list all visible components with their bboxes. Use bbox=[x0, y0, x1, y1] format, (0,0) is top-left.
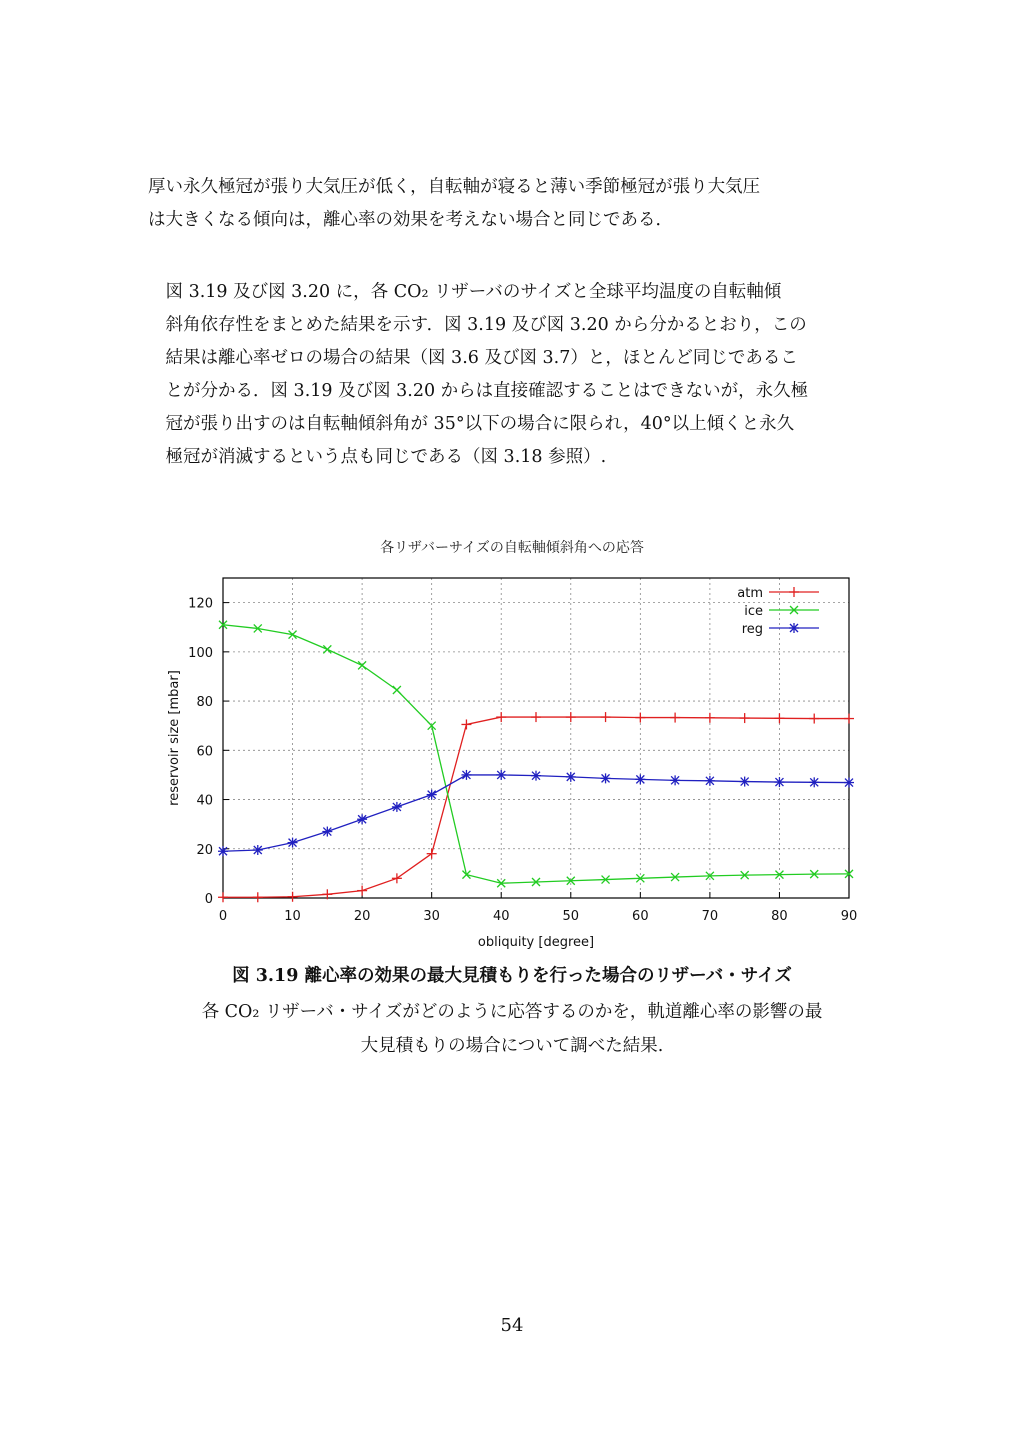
y-tick-label: 60 bbox=[196, 744, 213, 760]
legend-marker-atm bbox=[789, 587, 799, 597]
data-point-atm bbox=[427, 849, 437, 859]
text-line: 斜角依存性をまとめた結果を示す．図 3.19 及び図 3.20 から分かるとおり，この bbox=[165, 315, 807, 335]
figure-caption-line: 各 CO₂ リザーバ・サイズがどのように応答するのかを，軌道離心率の影響の最 bbox=[201, 1002, 823, 1022]
text-line: 結果は離心率ゼロの場合の結果（図 3.6 及び図 3.7）と，ほとんど同じであるこ bbox=[165, 348, 798, 368]
x-axis-label: obliquity [degree] bbox=[477, 935, 595, 950]
legend-label-atm: atm bbox=[737, 586, 763, 601]
data-point-reg bbox=[496, 770, 506, 780]
data-point-atm bbox=[601, 712, 611, 722]
x-tick-label: 60 bbox=[632, 909, 649, 924]
data-point-reg bbox=[531, 771, 541, 781]
data-point-atm bbox=[253, 892, 263, 902]
page-number: 54 bbox=[500, 1315, 524, 1336]
y-tick-label: 0 bbox=[204, 892, 213, 907]
data-point-reg bbox=[322, 827, 332, 837]
data-point-atm bbox=[531, 712, 541, 722]
legend-label-reg: reg bbox=[741, 622, 763, 637]
data-point-reg bbox=[392, 802, 402, 812]
data-point-reg bbox=[774, 777, 784, 787]
x-tick-label: 80 bbox=[771, 909, 788, 924]
y-tick-label: 120 bbox=[188, 596, 213, 612]
text-line: 図 3.19 及び図 3.20 に，各 CO₂ リザーバのサイズと全球平均温度の自転軸傾 bbox=[165, 282, 782, 302]
x-tick-label: 10 bbox=[284, 909, 301, 924]
data-point-reg bbox=[670, 775, 680, 785]
paragraph-2 bbox=[148, 276, 880, 474]
data-point-reg bbox=[809, 777, 819, 787]
data-point-reg bbox=[844, 778, 854, 788]
reservoir-size-chart bbox=[150, 560, 870, 960]
paragraph-1 bbox=[148, 171, 880, 237]
x-tick-label: 50 bbox=[562, 909, 580, 924]
data-point-reg bbox=[740, 777, 750, 787]
x-tick-label: 20 bbox=[353, 909, 371, 924]
legend-label-ice: ice bbox=[744, 604, 763, 619]
data-point-atm bbox=[774, 713, 784, 723]
x-tick-label: 90 bbox=[840, 909, 858, 924]
x-tick-label: 30 bbox=[423, 909, 440, 924]
data-point-reg bbox=[427, 790, 437, 800]
data-point-reg bbox=[461, 770, 471, 780]
text-line: 厚い永久極冠が張り大気圧が低く，自転軸が寝ると薄い季節極冠が張り大気圧 bbox=[148, 177, 761, 197]
figure-caption-title: 図 3.19 離心率の効果の最大見積もりを行った場合のリザーバ・サイズ bbox=[232, 966, 792, 986]
series bbox=[218, 621, 854, 902]
x-tick-label: 40 bbox=[492, 909, 510, 924]
data-point-atm bbox=[740, 713, 750, 723]
data-point-atm bbox=[670, 713, 680, 723]
y-tick-label: 40 bbox=[196, 793, 213, 809]
data-point-ice bbox=[393, 686, 401, 694]
text-line: 冠が張り出すのは自転軸傾斜角が 35°以下の場合に限られ，40°以上傾くと永久 bbox=[165, 414, 795, 434]
text-line: とが分かる．図 3.19 及び図 3.20 からは直接確認することはできないが，永久極 bbox=[165, 381, 809, 401]
text-line: 極冠が消滅するという点も同じである（図 3.18 参照）. bbox=[165, 447, 607, 467]
data-point-reg bbox=[218, 846, 228, 856]
legend bbox=[737, 586, 819, 637]
y-axis-label: reservoir size [mbar] bbox=[167, 670, 182, 806]
figure-caption-line: 大見積もりの場合について調べた結果. bbox=[360, 1036, 664, 1056]
data-point-atm bbox=[218, 892, 228, 902]
legend-marker-reg bbox=[789, 623, 799, 633]
data-point-atm bbox=[635, 713, 645, 723]
chart-title: 各リザバーサイズの自転軸傾斜角への応答 bbox=[380, 540, 644, 556]
data-point-reg bbox=[566, 772, 576, 782]
series-line-ice bbox=[223, 625, 849, 883]
data-point-reg bbox=[635, 774, 645, 784]
data-point-reg bbox=[601, 773, 611, 783]
data-point-atm bbox=[496, 712, 506, 722]
data-point-atm bbox=[705, 713, 715, 723]
data-point-atm bbox=[844, 714, 854, 724]
x-tick-label: 70 bbox=[701, 909, 719, 924]
series-line-reg bbox=[223, 775, 849, 851]
data-point-atm bbox=[288, 892, 298, 902]
x-tick-label: 0 bbox=[218, 909, 228, 924]
y-tick-label: 80 bbox=[196, 695, 213, 711]
y-tick-label: 100 bbox=[188, 645, 213, 661]
data-point-reg bbox=[288, 838, 298, 848]
data-point-atm bbox=[809, 714, 819, 724]
data-point-atm bbox=[357, 886, 367, 896]
data-point-atm bbox=[566, 712, 576, 722]
data-point-reg bbox=[253, 845, 263, 855]
data-point-reg bbox=[357, 814, 367, 824]
series-line-atm bbox=[223, 717, 849, 897]
data-point-atm bbox=[392, 873, 402, 883]
y-tick-label: 20 bbox=[196, 842, 213, 858]
data-point-reg bbox=[705, 776, 715, 786]
text-line: は大きくなる傾向は，離心率の効果を考えない場合と同じである． bbox=[148, 210, 673, 230]
data-point-ice bbox=[323, 645, 331, 653]
data-point-atm bbox=[461, 719, 471, 729]
